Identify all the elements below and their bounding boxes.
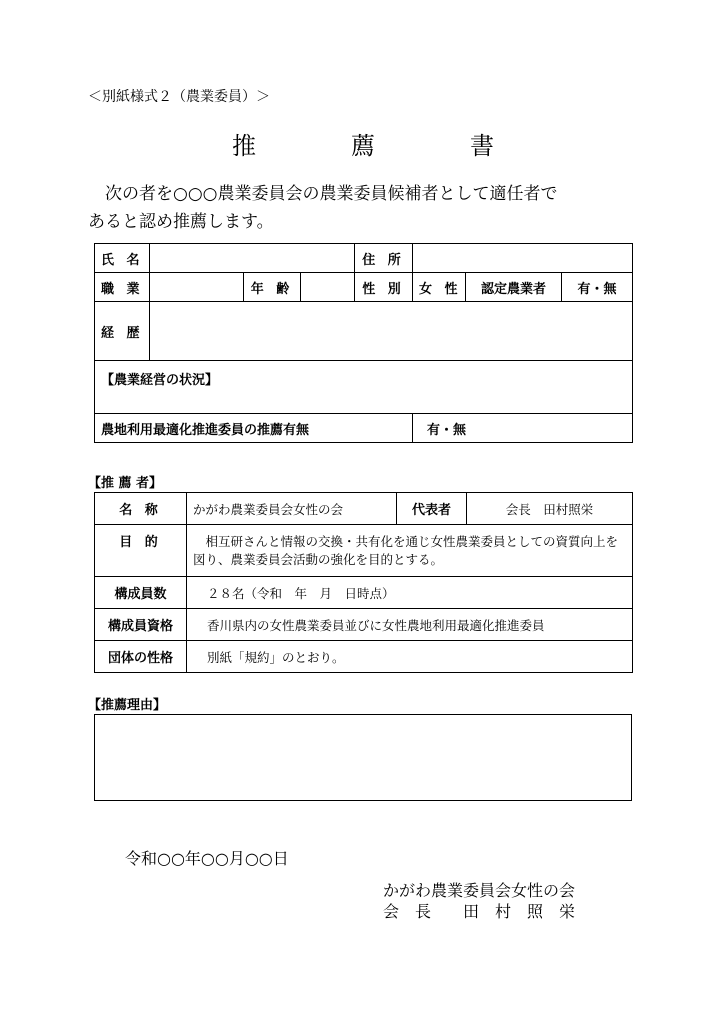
age-label: 年 齢 bbox=[244, 273, 301, 302]
org-nature-label: 団体の性格 bbox=[95, 641, 187, 673]
member-qualification-value: 香川県内の女性農業委員並びに女性農地利用最適化推進委員 bbox=[187, 609, 633, 641]
address-label: 住 所 bbox=[355, 244, 413, 273]
gender-label: 性 別 bbox=[355, 273, 413, 302]
representative-value: 会長 田村照栄 bbox=[467, 493, 633, 525]
certified-farmer-label: 認定農業者 bbox=[466, 273, 562, 302]
reason-field[interactable] bbox=[94, 714, 632, 801]
intro-line-1: 次の者を○○○農業委員会の農業委員候補者として適任者で bbox=[105, 184, 558, 204]
career-label: 経 歴 bbox=[95, 302, 150, 361]
name-field[interactable] bbox=[150, 244, 355, 273]
intro-line-2: あると認め推薦します。 bbox=[88, 212, 274, 232]
recommender-heading: 【推 薦 者】 bbox=[88, 476, 163, 491]
farm-status-label: 【農業経営の状況】 bbox=[95, 361, 633, 414]
org-nature-value: 別紙「規約」のとおり。 bbox=[187, 641, 633, 673]
career-field[interactable] bbox=[150, 302, 633, 361]
signature-name: 会 長 田 村 照 栄 bbox=[383, 902, 576, 921]
title-char-2: 薦 bbox=[351, 132, 375, 160]
name-label: 氏 名 bbox=[95, 244, 150, 273]
date-line: 令和○○年○○月○○日 bbox=[125, 849, 289, 868]
form-label: ＜別紙様式２（農業委員）＞ bbox=[88, 89, 270, 105]
member-count-row bbox=[95, 577, 633, 609]
recommender-table bbox=[94, 492, 633, 673]
gender-value: 女 性 bbox=[413, 273, 466, 302]
occupation-field[interactable] bbox=[150, 273, 244, 302]
land-committee-row bbox=[95, 414, 633, 443]
org-name-label: 名 称 bbox=[95, 493, 187, 525]
certified-farmer-value[interactable]: 有・無 bbox=[562, 273, 633, 302]
candidate-table bbox=[94, 243, 633, 443]
org-name-value: かがわ農業委員会女性の会 bbox=[187, 493, 397, 525]
member-qualification-row bbox=[95, 609, 633, 641]
member-count-label: 構成員数 bbox=[95, 577, 187, 609]
address-field[interactable] bbox=[413, 244, 633, 273]
farm-status-row bbox=[95, 361, 633, 414]
name-address-row bbox=[95, 244, 633, 273]
intro-paragraph bbox=[88, 180, 643, 236]
purpose-label: 目 的 bbox=[95, 525, 187, 577]
member-count-value: ２８名（令和 年 月 日時点） bbox=[187, 577, 633, 609]
reason-heading: 【推薦理由】 bbox=[88, 698, 167, 713]
representative-label: 代表者 bbox=[397, 493, 467, 525]
org-name-row bbox=[95, 493, 633, 525]
occupation-row bbox=[95, 273, 633, 302]
occupation-label: 職 業 bbox=[95, 273, 150, 302]
title-char-1: 推 bbox=[232, 132, 256, 160]
document-title bbox=[232, 126, 494, 161]
purpose-row bbox=[95, 525, 633, 577]
purpose-value: 相互研さんと情報の交換・共有化を通じ女性農業委員としての資質向上を図り、農業委員会活動の強化を目的とする。 bbox=[187, 525, 633, 577]
age-field[interactable] bbox=[301, 273, 355, 302]
career-row bbox=[95, 302, 633, 361]
land-committee-label: 農地利用最適化推進委員の推薦有無 bbox=[95, 414, 413, 443]
member-qualification-label: 構成員資格 bbox=[95, 609, 187, 641]
land-committee-value[interactable]: 有・無 bbox=[413, 414, 633, 443]
signature-organization: かがわ農業委員会女性の会 bbox=[383, 881, 576, 900]
org-nature-row bbox=[95, 641, 633, 673]
title-char-3: 書 bbox=[470, 132, 494, 160]
